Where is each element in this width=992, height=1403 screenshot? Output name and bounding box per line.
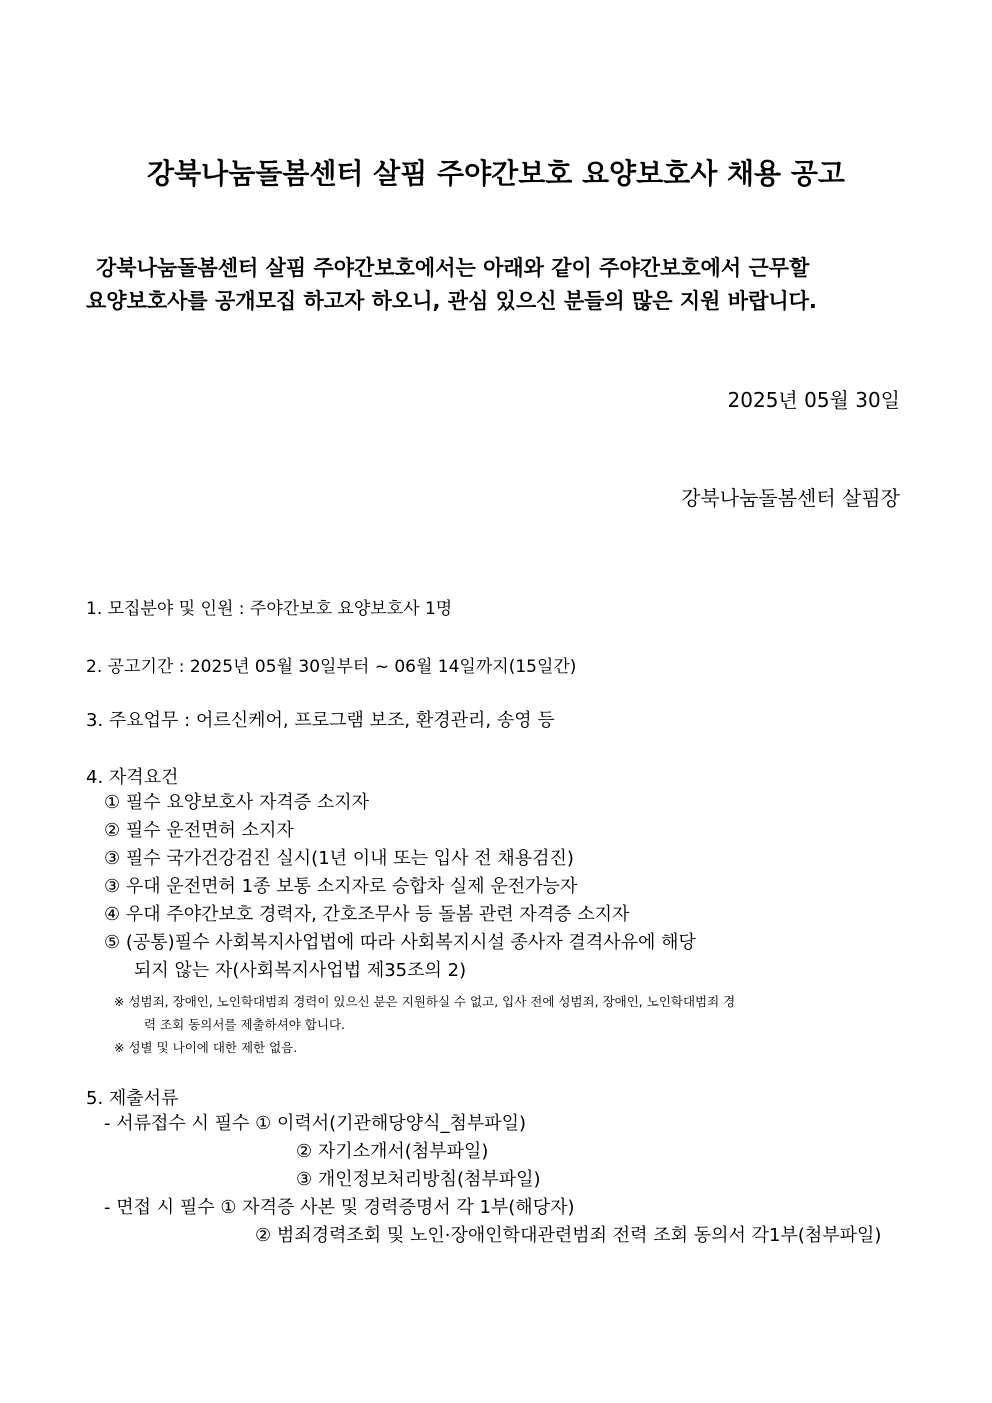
section-qualifications: 4. 자격요건 [86,767,179,788]
document-item: ② 범죄경력조회 및 노인·장애인학대관련범죄 전력 조회 동의서 각1부(첨부파일) [255,1225,882,1246]
list-item: ⑤ (공통)필수 사회복지사업법에 따라 사회복지시설 종사자 결격사유에 해당 [104,932,696,953]
note-no-restriction: ※ 성별 및 나이에 대한 제한 없음. [114,1040,298,1055]
page-title: 강북나눔돌봄센터 살핌 주야간보호 요양보호사 채용 공고 [147,157,845,190]
list-item-continuation: 되지 않는 자(사회복지사업법 제35조의 2) [134,960,467,981]
intro-line-2: 요양보호사를 공개모집 하고자 하오니, 관심 있으신 분들의 많은 지원 바랍니다. [86,289,817,313]
qualification-list [104,789,696,985]
section-duties: 3. 주요업무 : 어르신케어, 프로그램 보조, 환경관리, 송영 등 [86,710,555,731]
list-item: ② 필수 운전면허 소지자 [104,820,294,841]
list-item: ③ 우대 운전면허 1종 보통 소지자로 승합차 실제 운전가능자 [104,876,578,897]
document-item: ② 자기소개서(첨부파일) [296,1141,489,1162]
document-item: - 면접 시 필수 ① 자격증 사본 및 경력증명서 각 1부(해당자) [104,1197,575,1218]
signer: 강북나눔돌봄센터 살핌장 [681,486,900,510]
section-period: 2. 공고기간 : 2025년 05월 30일부터 ~ 06월 14일까지(15일간) [86,657,577,677]
notes [114,990,914,1059]
section-documents: 5. 제출서류 [86,1088,179,1109]
document-item: ③ 개인정보처리방침(첨부파일) [296,1169,541,1190]
document-list [104,1110,881,1250]
note-criminal-record: ※ 성범죄, 장애인, 노인학대범죄 경력이 있으신 분은 지원하실 수 없고, 입사 전에 성범죄, 장애인, 노인학대범죄 경 [114,994,736,1009]
section-recruitment: 1. 모집분야 및 인원 : 주야간보호 요양보호사 1명 [86,599,453,619]
list-item: ④ 우대 주야간보호 경력자, 간호조무사 등 돌봄 관련 자격증 소지자 [104,904,630,925]
notice-date: 2025년 05월 30일 [727,388,900,412]
note-criminal-record-cont: 력 조회 동의서를 제출하셔야 합니다. [144,1017,345,1032]
intro-line-1: 강북나눔돌봄센터 살핌 주야간보호에서는 아래와 같이 주야간보호에서 근무할 [96,256,810,280]
document-item: - 서류접수 시 필수 ① 이력서(기관해당양식_첨부파일) [104,1113,527,1134]
list-item: ① 필수 요양보호사 자격증 소지자 [104,792,370,813]
intro-paragraph [86,252,908,318]
list-item: ③ 필수 국가건강검진 실시(1년 이내 또는 입사 전 채용검진) [104,848,574,869]
